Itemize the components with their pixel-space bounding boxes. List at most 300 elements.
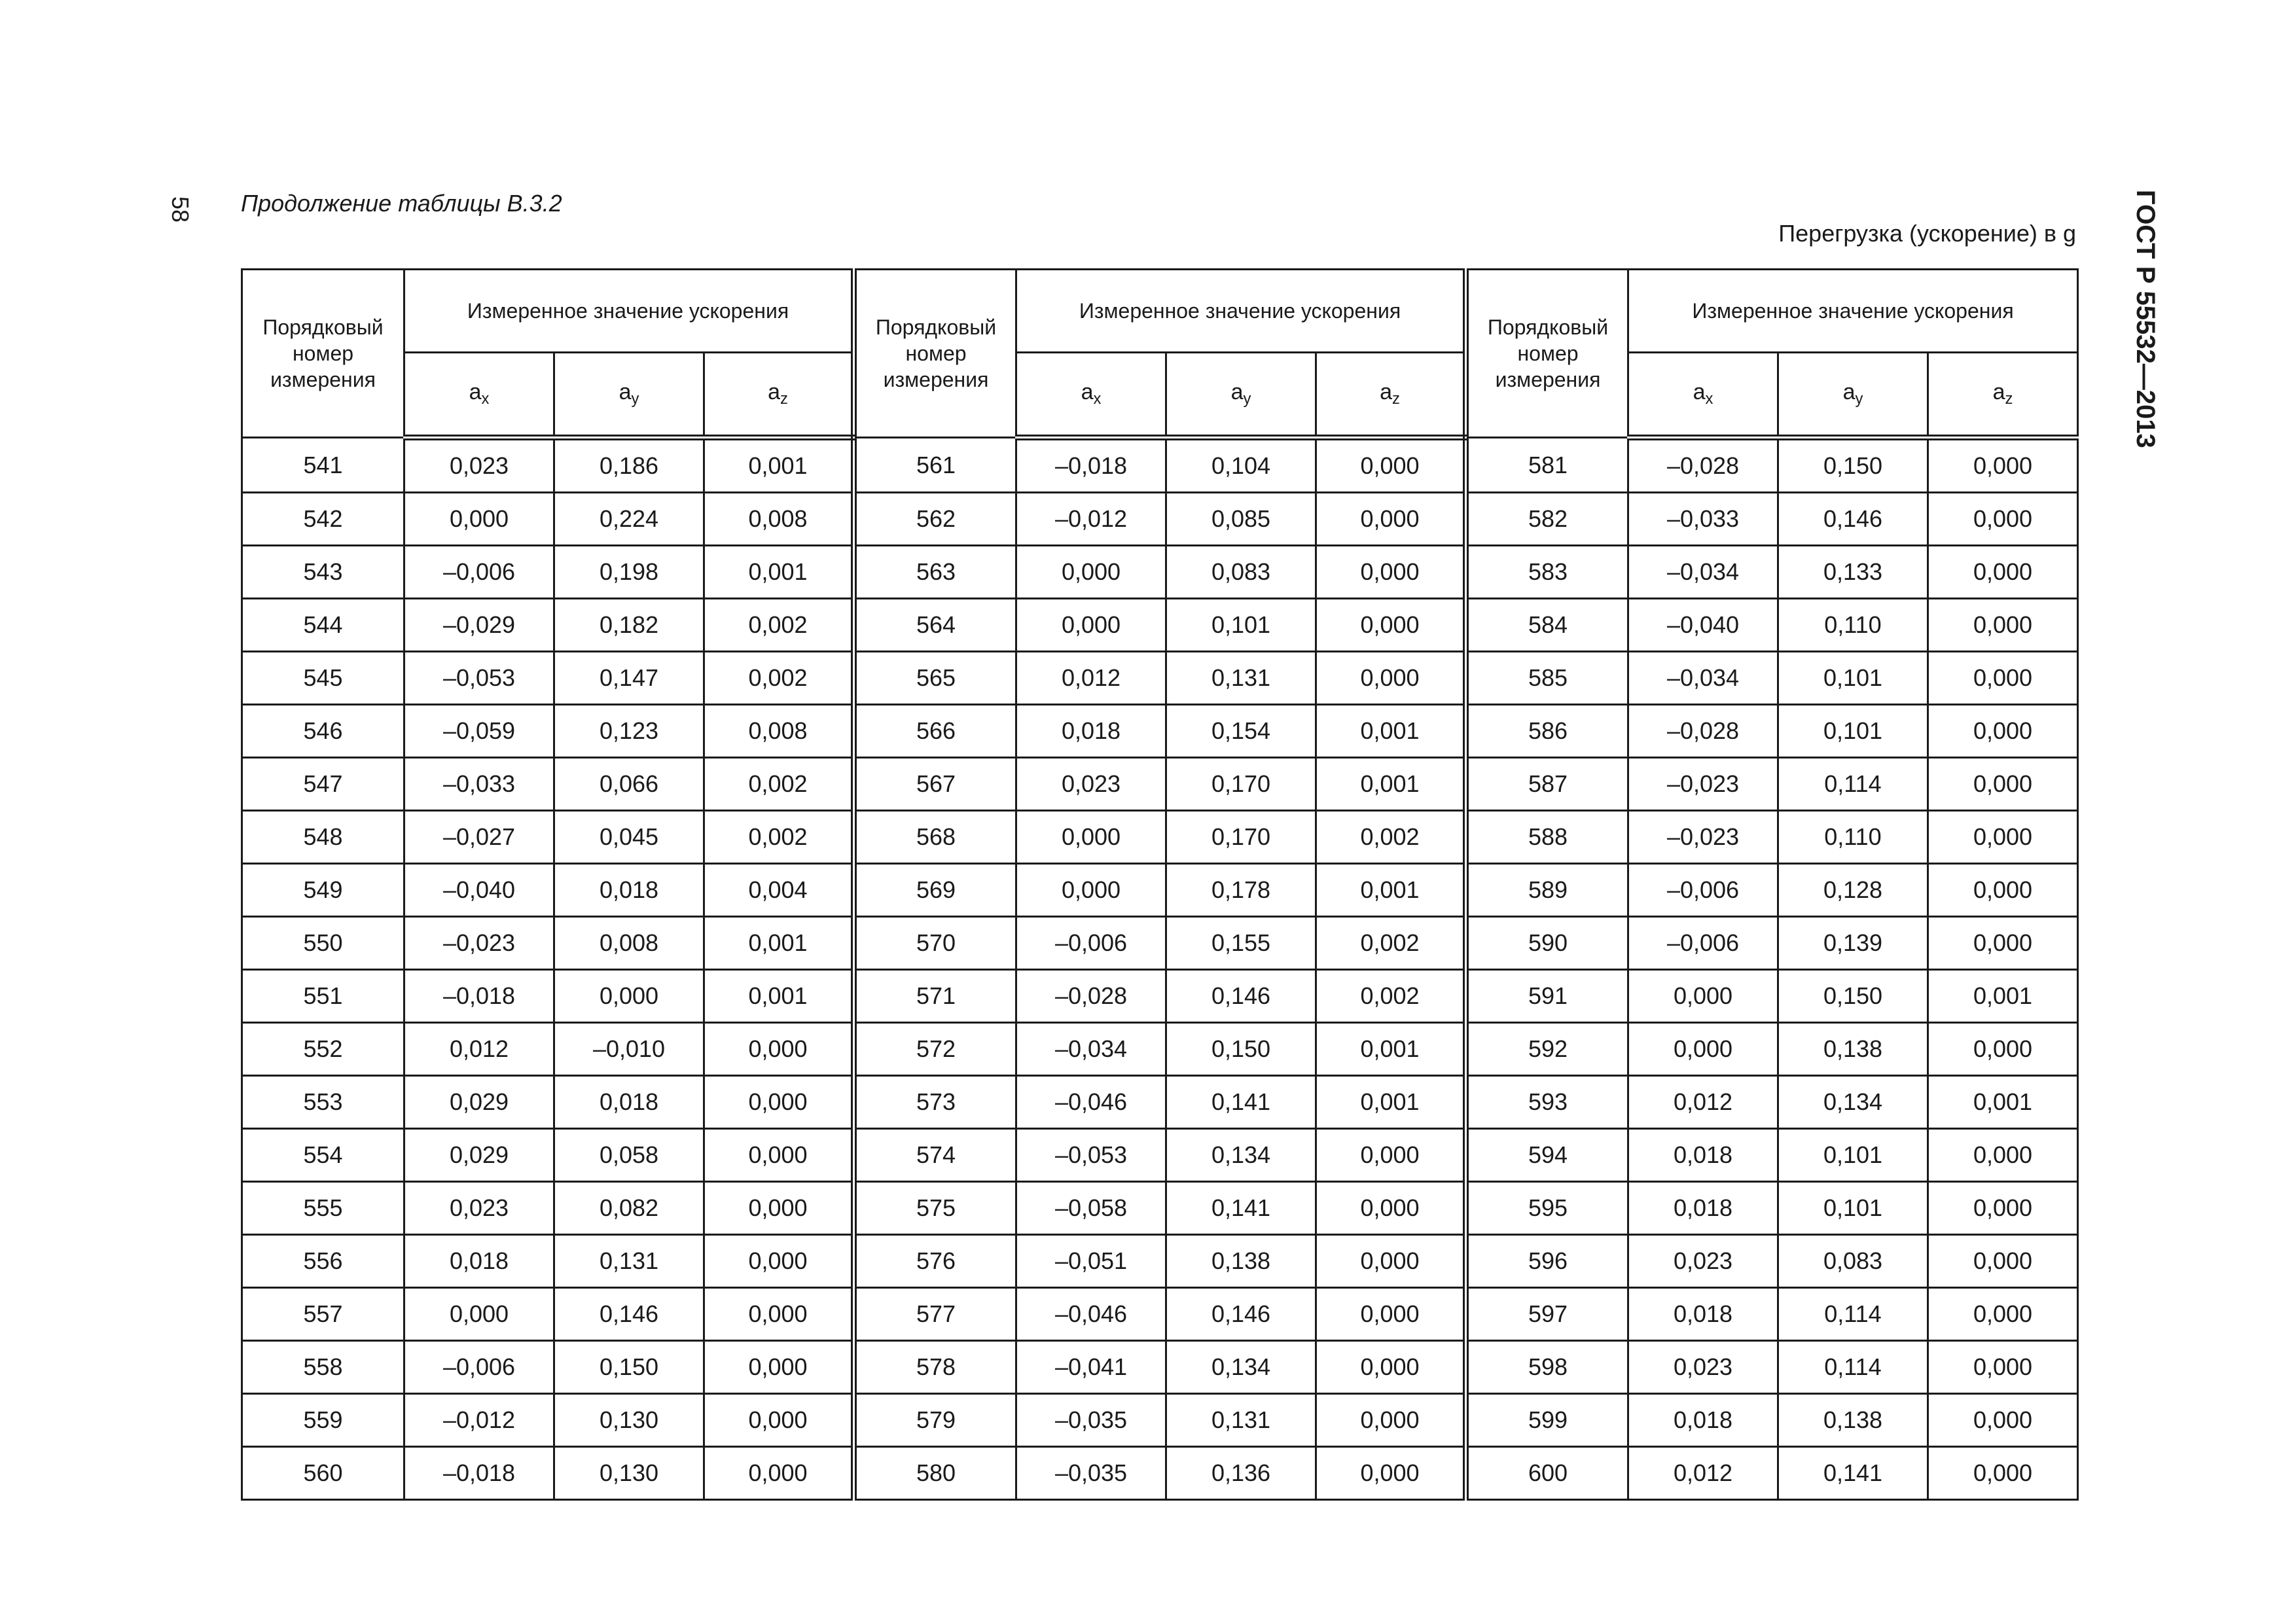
acceleration-value-cell: 0,141	[1778, 1447, 1928, 1500]
acceleration-value-cell: 0,000	[1016, 811, 1166, 864]
acceleration-value-cell: –0,018	[404, 970, 554, 1023]
acceleration-value-cell: –0,018	[404, 1447, 554, 1500]
acceleration-value-cell: 0,000	[1928, 1341, 2078, 1394]
acceleration-value-cell: 0,000	[1316, 1447, 1466, 1500]
acceleration-value-cell: 0,000	[1016, 864, 1166, 917]
header-group-2: Измеренное значение ускорения	[1016, 270, 1466, 353]
measurement-number-cell: 549	[242, 864, 404, 917]
acceleration-value-cell: 0,186	[554, 438, 704, 493]
acceleration-value-cell: 0,018	[554, 864, 704, 917]
acceleration-value-cell: –0,034	[1016, 1023, 1166, 1076]
acceleration-value-cell: 0,008	[704, 493, 854, 546]
acceleration-value-cell: 0,130	[554, 1394, 704, 1447]
acceleration-value-cell: –0,035	[1016, 1447, 1166, 1500]
measurement-number-cell: 577	[854, 1288, 1016, 1341]
acceleration-value-cell: –0,059	[404, 705, 554, 758]
measurement-number-cell: 584	[1466, 599, 1628, 652]
header-axis-y-1	[554, 353, 704, 438]
acceleration-value-cell: 0,012	[404, 1023, 554, 1076]
acceleration-value-cell: 0,000	[554, 970, 704, 1023]
table-row	[242, 438, 2078, 493]
acceleration-value-cell: 0,000	[1316, 1341, 1466, 1394]
acceleration-value-cell: 0,101	[1778, 705, 1928, 758]
acceleration-value-cell: 0,000	[1928, 1023, 2078, 1076]
acceleration-value-cell: 0,018	[1628, 1288, 1778, 1341]
acceleration-value-cell: 0,000	[1316, 652, 1466, 705]
acceleration-value-cell: 0,023	[1016, 758, 1166, 811]
acceleration-value-cell: 0,045	[554, 811, 704, 864]
acceleration-value-cell: 0,000	[1016, 599, 1166, 652]
measurement-number-cell: 583	[1466, 546, 1628, 599]
acceleration-value-cell: 0,198	[554, 546, 704, 599]
acceleration-value-cell: –0,046	[1016, 1076, 1166, 1129]
measurement-number-cell: 568	[854, 811, 1016, 864]
acceleration-value-cell: 0,114	[1778, 1341, 1928, 1394]
header-axis-x-2	[1016, 353, 1166, 438]
table-row	[242, 1182, 2078, 1235]
acceleration-value-cell: 0,150	[1778, 970, 1928, 1023]
acceleration-value-cell: –0,028	[1628, 705, 1778, 758]
axis-subscript: y	[1855, 390, 1863, 408]
table-row	[242, 1235, 2078, 1288]
acceleration-value-cell: 0,001	[1316, 864, 1466, 917]
acceleration-value-cell: 0,000	[1628, 970, 1778, 1023]
measurement-number-cell: 587	[1466, 758, 1628, 811]
header-number-col-2: Порядковый номер измерения	[854, 270, 1016, 438]
acceleration-value-cell: –0,012	[1016, 493, 1166, 546]
acceleration-value-cell: 0,146	[1778, 493, 1928, 546]
acceleration-value-cell: –0,058	[1016, 1182, 1166, 1235]
measurement-number-cell: 595	[1466, 1182, 1628, 1235]
acceleration-value-cell: 0,000	[1316, 1394, 1466, 1447]
acceleration-value-cell: –0,033	[1628, 493, 1778, 546]
acceleration-value-cell: 0,150	[1778, 438, 1928, 493]
acceleration-value-cell: 0,000	[1316, 1182, 1466, 1235]
measurement-number-cell: 557	[242, 1288, 404, 1341]
acceleration-value-cell: 0,000	[1316, 1288, 1466, 1341]
measurement-number-cell: 589	[1466, 864, 1628, 917]
measurement-number-cell: 576	[854, 1235, 1016, 1288]
measurement-number-cell: 575	[854, 1182, 1016, 1235]
acceleration-value-cell: 0,018	[1628, 1182, 1778, 1235]
acceleration-value-cell: 0,138	[1166, 1235, 1316, 1288]
acceleration-value-cell: 0,000	[1928, 1182, 2078, 1235]
acceleration-value-cell: 0,101	[1166, 599, 1316, 652]
measurement-number-cell: 592	[1466, 1023, 1628, 1076]
acceleration-value-cell: 0,000	[1316, 599, 1466, 652]
header-number-col-3: Порядковый номер измерения	[1466, 270, 1628, 438]
acceleration-value-cell: 0,008	[704, 705, 854, 758]
acceleration-value-cell: 0,001	[1316, 1076, 1466, 1129]
acceleration-value-cell: –0,029	[404, 599, 554, 652]
axis-subscript: x	[1705, 390, 1713, 408]
measurement-number-cell: 564	[854, 599, 1016, 652]
acceleration-value-cell: 0,000	[1316, 1235, 1466, 1288]
table-row	[242, 599, 2078, 652]
acceleration-value-cell: 0,012	[1016, 652, 1166, 705]
table-row	[242, 1288, 2078, 1341]
acceleration-value-cell: 0,023	[1628, 1235, 1778, 1288]
acceleration-value-cell: 0,136	[1166, 1447, 1316, 1500]
axis-subscript: y	[1243, 390, 1251, 408]
measurement-number-cell: 546	[242, 705, 404, 758]
measurement-number-cell: 596	[1466, 1235, 1628, 1288]
acceleration-value-cell: 0,002	[1316, 811, 1466, 864]
acceleration-value-cell: 0,000	[1928, 1447, 2078, 1500]
acceleration-value-cell: –0,040	[404, 864, 554, 917]
acceleration-value-cell: 0,001	[704, 970, 854, 1023]
acceleration-value-cell: 0,029	[404, 1129, 554, 1182]
acceleration-value-cell: –0,041	[1016, 1341, 1166, 1394]
measurement-number-cell: 553	[242, 1076, 404, 1129]
acceleration-value-cell: –0,006	[1016, 917, 1166, 970]
measurement-number-cell: 542	[242, 493, 404, 546]
acceleration-value-cell: 0,178	[1166, 864, 1316, 917]
acceleration-value-cell: 0,110	[1778, 811, 1928, 864]
acceleration-value-cell: 0,134	[1166, 1129, 1316, 1182]
measurement-number-cell: 541	[242, 438, 404, 493]
measurement-number-cell: 574	[854, 1129, 1016, 1182]
acceleration-value-cell: 0,018	[554, 1076, 704, 1129]
axis-symbol: a	[1230, 379, 1244, 404]
table-row	[242, 864, 2078, 917]
standard-id: ГОСТ Р 55532—2013	[2131, 190, 2160, 448]
acceleration-value-cell: 0,114	[1778, 1288, 1928, 1341]
acceleration-value-cell: 0,146	[1166, 970, 1316, 1023]
acceleration-value-cell: 0,224	[554, 493, 704, 546]
acceleration-value-cell: –0,023	[1628, 758, 1778, 811]
acceleration-value-cell: 0,085	[1166, 493, 1316, 546]
page-number: 58	[167, 196, 194, 223]
acceleration-value-cell: –0,051	[1016, 1235, 1166, 1288]
measurement-number-cell: 565	[854, 652, 1016, 705]
acceleration-value-cell: 0,000	[704, 1129, 854, 1182]
axis-symbol: a	[619, 379, 632, 404]
measurement-number-cell: 560	[242, 1447, 404, 1500]
acceleration-value-cell: –0,006	[404, 546, 554, 599]
axis-subscript: z	[1392, 390, 1400, 408]
measurement-number-cell: 578	[854, 1341, 1016, 1394]
measurement-number-cell: 588	[1466, 811, 1628, 864]
measurement-number-cell: 555	[242, 1182, 404, 1235]
measurement-number-cell: 572	[854, 1023, 1016, 1076]
acceleration-value-cell: 0,008	[554, 917, 704, 970]
acceleration-value-cell: 0,001	[704, 546, 854, 599]
acceleration-value-cell: 0,001	[704, 438, 854, 493]
acceleration-value-cell: 0,154	[1166, 705, 1316, 758]
acceleration-value-cell: 0,023	[404, 438, 554, 493]
acceleration-value-cell: 0,000	[1928, 705, 2078, 758]
header-axis-z-3	[1928, 353, 2078, 438]
acceleration-value-cell: –0,006	[404, 1341, 554, 1394]
measurement-number-cell: 561	[854, 438, 1016, 493]
acceleration-value-cell: –0,023	[404, 917, 554, 970]
acceleration-value-cell: –0,006	[1628, 864, 1778, 917]
axis-subscript: y	[631, 390, 639, 408]
measurement-number-cell: 590	[1466, 917, 1628, 970]
acceleration-value-cell: 0,000	[704, 1182, 854, 1235]
axis-symbol: a	[1693, 379, 1706, 404]
acceleration-value-cell: –0,053	[404, 652, 554, 705]
measurement-number-cell: 562	[854, 493, 1016, 546]
acceleration-value-cell: 0,101	[1778, 1182, 1928, 1235]
acceleration-value-cell: 0,000	[1928, 493, 2078, 546]
acceleration-value-cell: 0,083	[1778, 1235, 1928, 1288]
acceleration-value-cell: 0,138	[1778, 1394, 1928, 1447]
acceleration-value-cell: 0,104	[1166, 438, 1316, 493]
header-axis-x-3	[1628, 353, 1778, 438]
acceleration-value-cell: 0,002	[704, 652, 854, 705]
header-axis-y-2	[1166, 353, 1316, 438]
acceleration-value-cell: 0,146	[1166, 1288, 1316, 1341]
acceleration-value-cell: 0,000	[1928, 917, 2078, 970]
acceleration-value-cell: 0,000	[1928, 652, 2078, 705]
acceleration-table	[241, 268, 2079, 1501]
acceleration-value-cell: 0,134	[1166, 1341, 1316, 1394]
acceleration-value-cell: 0,018	[1628, 1394, 1778, 1447]
table-caption: Продолжение таблицы В.3.2	[241, 190, 562, 217]
measurement-number-cell: 556	[242, 1235, 404, 1288]
acceleration-value-cell: 0,101	[1778, 1129, 1928, 1182]
table-row	[242, 811, 2078, 864]
acceleration-value-cell: –0,046	[1016, 1288, 1166, 1341]
measurement-number-cell: 582	[1466, 493, 1628, 546]
acceleration-value-cell: 0,000	[704, 1288, 854, 1341]
measurement-number-cell: 554	[242, 1129, 404, 1182]
acceleration-value-cell: 0,000	[1928, 1394, 2078, 1447]
axis-symbol: a	[1081, 379, 1094, 404]
acceleration-value-cell: 0,138	[1778, 1023, 1928, 1076]
measurement-number-cell: 569	[854, 864, 1016, 917]
acceleration-value-cell: 0,000	[704, 1076, 854, 1129]
acceleration-value-cell: 0,147	[554, 652, 704, 705]
acceleration-value-cell: 0,001	[1316, 705, 1466, 758]
acceleration-value-cell: 0,000	[1928, 599, 2078, 652]
acceleration-value-cell: 0,029	[404, 1076, 554, 1129]
acceleration-value-cell: 0,066	[554, 758, 704, 811]
acceleration-value-cell: –0,028	[1628, 438, 1778, 493]
acceleration-value-cell: 0,000	[1928, 1129, 2078, 1182]
acceleration-value-cell: 0,000	[1928, 758, 2078, 811]
axis-symbol: a	[768, 379, 780, 404]
acceleration-value-cell: 0,150	[554, 1341, 704, 1394]
acceleration-value-cell: 0,001	[1928, 1076, 2078, 1129]
acceleration-value-cell: –0,040	[1628, 599, 1778, 652]
acceleration-value-cell: 0,131	[1166, 1394, 1316, 1447]
measurement-number-cell: 566	[854, 705, 1016, 758]
acceleration-value-cell: 0,000	[1316, 493, 1466, 546]
acceleration-value-cell: 0,000	[704, 1341, 854, 1394]
acceleration-value-cell: 0,023	[1628, 1341, 1778, 1394]
acceleration-value-cell: 0,114	[1778, 758, 1928, 811]
acceleration-value-cell: 0,170	[1166, 758, 1316, 811]
acceleration-value-cell: 0,000	[704, 1394, 854, 1447]
header-group-3: Измеренное значение ускорения	[1628, 270, 2078, 353]
table-row	[242, 1341, 2078, 1394]
acceleration-value-cell: 0,141	[1166, 1182, 1316, 1235]
acceleration-value-cell: 0,000	[1316, 1129, 1466, 1182]
measurement-number-cell: 558	[242, 1341, 404, 1394]
acceleration-value-cell: 0,000	[1016, 546, 1166, 599]
measurement-number-cell: 543	[242, 546, 404, 599]
table-row	[242, 758, 2078, 811]
acceleration-value-cell: 0,133	[1778, 546, 1928, 599]
measurement-number-cell: 545	[242, 652, 404, 705]
acceleration-value-cell: –0,023	[1628, 811, 1778, 864]
acceleration-value-cell: –0,010	[554, 1023, 704, 1076]
acceleration-value-cell: –0,006	[1628, 917, 1778, 970]
measurement-number-cell: 547	[242, 758, 404, 811]
acceleration-value-cell: 0,000	[1928, 1288, 2078, 1341]
acceleration-value-cell: 0,139	[1778, 917, 1928, 970]
acceleration-value-cell: 0,000	[1928, 864, 2078, 917]
acceleration-value-cell: –0,033	[404, 758, 554, 811]
axis-symbol: a	[1842, 379, 1856, 404]
acceleration-value-cell: –0,012	[404, 1394, 554, 1447]
acceleration-value-cell: –0,034	[1628, 546, 1778, 599]
acceleration-value-cell: 0,018	[1628, 1129, 1778, 1182]
measurement-number-cell: 550	[242, 917, 404, 970]
acceleration-value-cell: 0,001	[1316, 1023, 1466, 1076]
acceleration-value-cell: –0,053	[1016, 1129, 1166, 1182]
acceleration-value-cell: 0,000	[404, 1288, 554, 1341]
measurement-number-cell: 594	[1466, 1129, 1628, 1182]
measurement-number-cell: 581	[1466, 438, 1628, 493]
acceleration-value-cell: 0,000	[1928, 811, 2078, 864]
acceleration-value-cell: 0,182	[554, 599, 704, 652]
acceleration-value-cell: 0,131	[554, 1235, 704, 1288]
measurement-number-cell: 571	[854, 970, 1016, 1023]
acceleration-value-cell: 0,001	[704, 917, 854, 970]
measurement-number-cell: 563	[854, 546, 1016, 599]
table-row	[242, 1394, 2078, 1447]
measurement-number-cell: 597	[1466, 1288, 1628, 1341]
acceleration-value-cell: 0,128	[1778, 864, 1928, 917]
axis-symbol: a	[1992, 379, 2005, 404]
acceleration-value-cell: 0,002	[704, 758, 854, 811]
acceleration-value-cell: 0,134	[1778, 1076, 1928, 1129]
axis-symbol: a	[469, 379, 482, 404]
acceleration-value-cell: 0,150	[1166, 1023, 1316, 1076]
table-row	[242, 1076, 2078, 1129]
header-number-col-1: Порядковый номер измерения	[242, 270, 404, 438]
axis-header-row	[242, 353, 2078, 438]
acceleration-value-cell: –0,018	[1016, 438, 1166, 493]
acceleration-value-cell: –0,035	[1016, 1394, 1166, 1447]
acceleration-value-cell: 0,012	[1628, 1447, 1778, 1500]
acceleration-value-cell: 0,000	[1316, 546, 1466, 599]
acceleration-value-cell: –0,034	[1628, 652, 1778, 705]
acceleration-value-cell: –0,027	[404, 811, 554, 864]
acceleration-value-cell: 0,000	[1928, 1235, 2078, 1288]
units-label: Перегрузка (ускорение) в g	[1778, 220, 2076, 247]
acceleration-value-cell: 0,000	[704, 1235, 854, 1288]
axis-subscript: x	[1093, 390, 1102, 408]
measurement-number-cell: 579	[854, 1394, 1016, 1447]
acceleration-value-cell: 0,000	[1928, 546, 2078, 599]
acceleration-value-cell: 0,058	[554, 1129, 704, 1182]
table-row	[242, 546, 2078, 599]
acceleration-value-cell: 0,000	[704, 1447, 854, 1500]
measurement-number-cell: 585	[1466, 652, 1628, 705]
acceleration-value-cell: 0,018	[1016, 705, 1166, 758]
acceleration-value-cell: 0,083	[1166, 546, 1316, 599]
acceleration-value-cell: 0,170	[1166, 811, 1316, 864]
measurement-number-cell: 593	[1466, 1076, 1628, 1129]
header-axis-z-2	[1316, 353, 1466, 438]
acceleration-value-cell: 0,000	[704, 1023, 854, 1076]
table-row	[242, 917, 2078, 970]
axis-symbol: a	[1380, 379, 1392, 404]
acceleration-value-cell: 0,141	[1166, 1076, 1316, 1129]
measurement-number-cell: 570	[854, 917, 1016, 970]
measurement-number-cell: 599	[1466, 1394, 1628, 1447]
acceleration-value-cell: 0,002	[1316, 917, 1466, 970]
acceleration-value-cell: 0,004	[704, 864, 854, 917]
measurement-number-cell: 591	[1466, 970, 1628, 1023]
measurement-number-cell: 551	[242, 970, 404, 1023]
acceleration-value-cell: –0,028	[1016, 970, 1166, 1023]
header-axis-x-1	[404, 353, 554, 438]
table-body	[242, 438, 2078, 1500]
axis-subscript: z	[780, 390, 788, 408]
acceleration-value-cell: 0,110	[1778, 599, 1928, 652]
measurement-number-cell: 552	[242, 1023, 404, 1076]
header-axis-y-3	[1778, 353, 1928, 438]
acceleration-value-cell: 0,123	[554, 705, 704, 758]
header-group-1: Измеренное значение ускорения	[404, 270, 854, 353]
acceleration-value-cell: 0,002	[704, 599, 854, 652]
measurement-number-cell: 598	[1466, 1341, 1628, 1394]
acceleration-value-cell: 0,001	[1928, 970, 2078, 1023]
measurement-number-cell: 586	[1466, 705, 1628, 758]
table-row	[242, 1447, 2078, 1500]
measurement-number-cell: 544	[242, 599, 404, 652]
table-row	[242, 493, 2078, 546]
header-axis-z-1	[704, 353, 854, 438]
acceleration-value-cell: 0,012	[1628, 1076, 1778, 1129]
table-row	[242, 970, 2078, 1023]
axis-subscript: z	[2005, 390, 2013, 408]
acceleration-value-cell: 0,000	[1628, 1023, 1778, 1076]
acceleration-value-cell: 0,000	[404, 493, 554, 546]
acceleration-value-cell: 0,155	[1166, 917, 1316, 970]
acceleration-value-cell: 0,130	[554, 1447, 704, 1500]
acceleration-value-cell: 0,023	[404, 1182, 554, 1235]
table-row	[242, 1023, 2078, 1076]
measurement-number-cell: 580	[854, 1447, 1016, 1500]
measurement-number-cell: 600	[1466, 1447, 1628, 1500]
acceleration-value-cell: 0,018	[404, 1235, 554, 1288]
acceleration-value-cell: 0,001	[1316, 758, 1466, 811]
acceleration-value-cell: 0,146	[554, 1288, 704, 1341]
acceleration-value-cell: 0,000	[1316, 438, 1466, 493]
acceleration-value-cell: 0,131	[1166, 652, 1316, 705]
acceleration-value-cell: 0,002	[1316, 970, 1466, 1023]
measurement-number-cell: 559	[242, 1394, 404, 1447]
acceleration-value-cell: 0,002	[704, 811, 854, 864]
measurement-number-cell: 567	[854, 758, 1016, 811]
acceleration-value-cell: 0,101	[1778, 652, 1928, 705]
table-row	[242, 705, 2078, 758]
measurement-number-cell: 548	[242, 811, 404, 864]
acceleration-value-cell: 0,082	[554, 1182, 704, 1235]
table-row	[242, 652, 2078, 705]
acceleration-value-cell: 0,000	[1928, 438, 2078, 493]
measurement-number-cell: 573	[854, 1076, 1016, 1129]
table-row	[242, 1129, 2078, 1182]
axis-subscript: x	[481, 390, 490, 408]
